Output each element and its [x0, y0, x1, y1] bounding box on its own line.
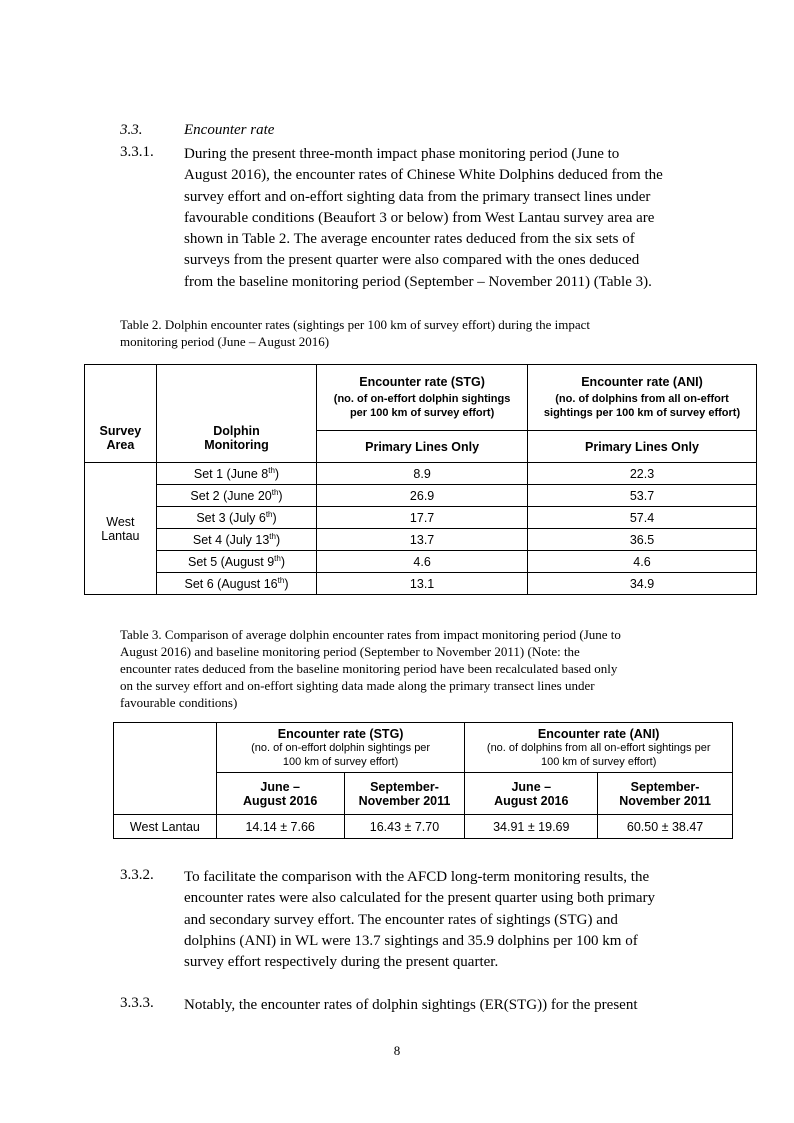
paragraph-3-3-3 — [184, 995, 704, 1016]
ani-value: 22.3 — [528, 463, 757, 485]
table-row — [85, 573, 757, 595]
set-cell — [156, 551, 316, 573]
header-stg — [216, 723, 465, 773]
table-row — [85, 463, 757, 485]
header-survey-area-label: Survey Area — [99, 424, 142, 452]
survey-area-label: West Lantau — [101, 514, 140, 543]
set-close: ) — [272, 510, 277, 525]
set-cell — [156, 529, 316, 551]
header-dolphin-monitoring — [156, 365, 316, 463]
set-sup: th — [274, 553, 281, 563]
ani-baseline-value: 60.50 ± 38.47 — [598, 815, 733, 839]
header-ani-desc-line: 100 km of survey effort) — [541, 755, 657, 768]
paragraph-number: 3.3.1. — [120, 144, 154, 160]
stg-value: 4.6 — [317, 551, 528, 573]
section-number: 3.3. — [120, 122, 143, 138]
caption-line: Table 3. Comparison of average dolphin encounter rates from impact monitoring period (June to — [120, 627, 621, 642]
survey-area-cell — [85, 463, 157, 595]
stg-value: 13.1 — [317, 573, 528, 595]
paragraph-line: from the baseline monitoring period (September – November 2011) (Table 3). — [184, 273, 652, 290]
set-close: ) — [278, 488, 283, 503]
header-ani — [465, 723, 733, 773]
header-line: September- — [370, 779, 439, 794]
header-empty — [114, 723, 217, 815]
set-label: Set 5 (August 9 — [187, 554, 275, 569]
header-stg-desc-line: 100 km of survey effort) — [282, 755, 399, 768]
set-cell — [156, 573, 316, 595]
set-label: Set 1 (June 8 — [193, 466, 269, 481]
stg-value: 26.9 — [317, 485, 528, 507]
paragraph-number: 3.3.2. — [120, 867, 154, 883]
header-stg-desc-line: (no. of on-effort dolphin sightings per — [251, 741, 431, 754]
ani-impact-value: 34.91 ± 19.69 — [465, 815, 598, 839]
set-close: ) — [275, 532, 281, 547]
table-2-caption — [120, 316, 700, 350]
header-line: November 2011 — [358, 793, 451, 808]
stg-value: 13.7 — [317, 529, 528, 551]
set-sup: th — [268, 465, 275, 475]
set-close: ) — [280, 554, 285, 569]
header-ani-impact — [465, 773, 598, 815]
header-ani — [528, 365, 757, 431]
set-sup: th — [271, 487, 279, 497]
header-ani-desc-line: (no. of dolphins from all on-effort sightings per — [486, 741, 711, 754]
set-label: Set 6 (August 16 — [184, 576, 278, 591]
header-stg-title: Encounter rate (STG) — [359, 375, 485, 389]
section-title: Encounter rate — [184, 122, 275, 138]
header-ani-desc: (no. of dolphins from all on-effort sightings per 100 km of survey effort) — [543, 393, 741, 419]
stg-baseline-value: 16.43 ± 7.70 — [344, 815, 465, 839]
stg-impact-value: 14.14 ± 7.66 — [216, 815, 344, 839]
area-cell: West Lantau — [114, 815, 217, 839]
ani-value: 57.4 — [528, 507, 757, 529]
paragraph-3-3-1 — [184, 144, 704, 293]
header-line: June – — [511, 779, 552, 794]
paragraph-line: and secondary survey effort. The encounter rates of sightings (STG) and — [184, 911, 618, 928]
caption-line: Table 2. Dolphin encounter rates (sightings per 100 km of survey effort) during the impact — [120, 317, 590, 332]
paragraph-line: Notably, the encounter rates of dolphin sightings (ER(STG)) for the present — [184, 997, 638, 1013]
header-stg-baseline — [344, 773, 465, 815]
set-sup: th — [265, 509, 273, 519]
caption-line: encounter rates deduced from the baseline monitoring period have been recalculated based only — [120, 661, 618, 676]
set-cell — [156, 463, 316, 485]
caption-line: on the survey effort and on-effort sighting data made along the primary transect lines under — [120, 678, 595, 693]
header-primary-stg: Primary Lines Only — [317, 431, 528, 463]
paragraph-line: survey effort respectively during the present quarter. — [184, 954, 499, 971]
caption-line: favourable conditions) — [120, 695, 238, 710]
header-stg-desc: (no. of on-effort dolphin sightings per 100 km of survey effort) — [333, 393, 511, 419]
set-label: Set 2 (June 20 — [190, 488, 272, 503]
ani-value: 36.5 — [528, 529, 757, 551]
set-label: Set 3 (July 6 — [196, 510, 266, 525]
header-ani-title: Encounter rate (ANI) — [537, 726, 660, 741]
header-primary-ani: Primary Lines Only — [528, 431, 757, 463]
ani-value: 34.9 — [528, 573, 757, 595]
paragraph-line: favourable conditions (Beaufort 3 or below) from West Lantau survey area are — [184, 209, 655, 226]
table-row — [85, 551, 757, 573]
table-2 — [84, 364, 757, 595]
table-3 — [113, 722, 733, 839]
paragraph-3-3-2 — [184, 867, 704, 973]
set-close: ) — [274, 466, 280, 481]
header-line: August 2016 — [494, 793, 569, 808]
stg-value: 17.7 — [317, 507, 528, 529]
page-number: 8 — [393, 1043, 401, 1058]
header-stg-title: Encounter rate (STG) — [277, 726, 404, 741]
table-row — [85, 485, 757, 507]
header-ani-title: Encounter rate (ANI) — [581, 375, 703, 389]
set-sup: th — [269, 531, 276, 541]
table-row — [85, 507, 757, 529]
header-dolphin-monitoring-label: Dolphin Monitoring — [204, 424, 269, 452]
paragraph-line: surveys from the present quarter were also compared with the ones deduced — [184, 252, 640, 269]
caption-line: August 2016) and baseline monitoring period (September to November 2011) (Note: the — [120, 644, 580, 659]
set-sup: th — [277, 575, 285, 585]
paragraph-line: encounter rates were also calculated for the present quarter using both primary — [184, 890, 656, 907]
paragraph-line: survey effort and on-effort sighting data from the primary transect lines under — [184, 188, 651, 205]
header-line: November 2011 — [619, 793, 711, 808]
paragraph-number: 3.3.3. — [120, 995, 154, 1011]
set-cell — [156, 507, 316, 529]
paragraph-line: During the present three-month impact phase monitoring period (June to — [184, 146, 620, 162]
paragraph-line: August 2016), the encounter rates of Chinese White Dolphins deduced from the — [184, 167, 663, 184]
table-row — [114, 815, 733, 839]
set-label: Set 4 (July 13 — [192, 532, 270, 547]
header-line: September- — [630, 779, 700, 794]
table-row — [85, 529, 757, 551]
paragraph-line: dolphins (ANI) in WL were 13.7 sightings and 35.9 dolphins per 100 km of — [184, 932, 638, 949]
header-line: August 2016 — [243, 793, 318, 808]
stg-value: 8.9 — [317, 463, 528, 485]
ani-value: 4.6 — [528, 551, 757, 573]
header-ani-baseline — [598, 773, 733, 815]
caption-line: monitoring period (June – August 2016) — [120, 334, 330, 349]
header-line: June – — [260, 779, 300, 794]
ani-value: 53.7 — [528, 485, 757, 507]
paragraph-line: shown in Table 2. The average encounter rates deduced from the six sets of — [184, 231, 635, 248]
header-stg — [317, 365, 528, 431]
set-close: ) — [284, 576, 289, 591]
paragraph-line: To facilitate the comparison with the AFCD long-term monitoring results, the — [184, 869, 650, 885]
header-survey-area — [85, 365, 157, 463]
table-3-caption — [120, 626, 700, 711]
set-cell — [156, 485, 316, 507]
header-stg-impact — [216, 773, 344, 815]
